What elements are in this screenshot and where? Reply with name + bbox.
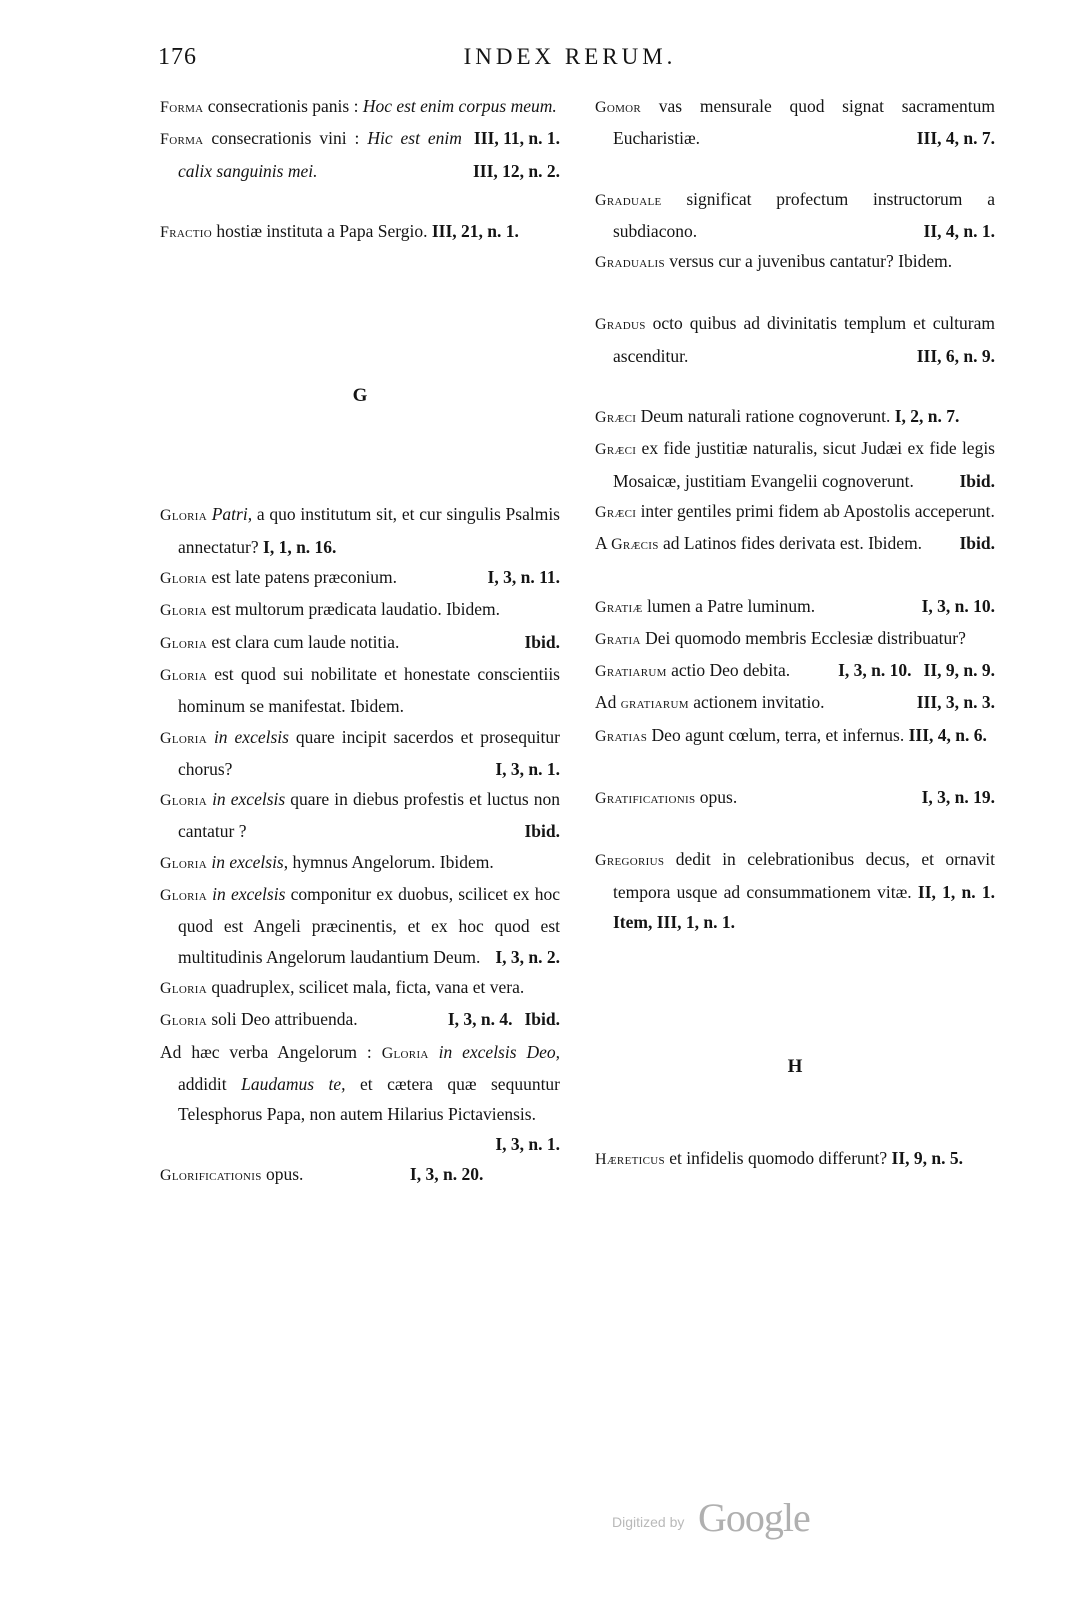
entry-reference: II, 4, n. 1. [923,220,995,241]
entry-text: octo quibus ad divinitatis templum et culturam ascenditur. [613,313,995,366]
entry-reference: Ibidem. [868,533,923,554]
entry-text: ad Latinos fides derivata est. [658,533,864,554]
entry-reference: I, 3, n. 10. [921,595,995,616]
entry-italic: Laudamus te, [241,1073,346,1094]
entry-text: consecrationis panis : [203,96,363,116]
headword: Gratificationis [595,790,696,808]
index-entry [160,847,560,879]
headword: Gloria [160,792,207,810]
headword: Græci [595,409,637,427]
index-entry [595,433,995,496]
entry-text: lumen a Patre luminum. [642,595,816,616]
entry-reference: Ibid. [959,470,995,491]
entry-reference: I, 3, n. 11. [487,567,560,588]
headword: Græcis [611,536,659,554]
entry-reference: I, 3, n. 10. [838,660,912,681]
entry-italic: Hoc est enim corpus meum. [362,96,557,116]
index-entry [160,562,560,594]
entry-text: Deum naturali ratione cognoverunt. [636,406,891,427]
index-entry [160,499,560,562]
headword: Forma [160,99,204,116]
entry-reference: II, 9, n. 5. [891,1147,964,1168]
index-entry [595,720,995,752]
entry-text: hostiæ instituta a Papa Sergio. [211,220,428,241]
index-entry [595,844,995,937]
entry-text: et infidelis quomodo differunt? [664,1147,888,1168]
headword: Gloria [160,1012,207,1030]
index-entry [160,722,560,785]
headword: Fractio [160,223,212,241]
index-entry [160,659,560,722]
entry-reference: I, 2, n. 7. [894,406,960,427]
entry-reference: I, 3, n. 1. [495,1134,560,1155]
index-column-right [595,91,995,1175]
headword: Gloria [160,887,207,905]
headword: Gratiæ [595,598,643,616]
index-entry [595,401,995,433]
section-letter-g: G [352,385,368,407]
headword: Græci [595,441,637,459]
entry-text: a quo institutum sit, et cur singulis Psalmis annectatur? [178,504,560,557]
headword: Hæreticus [595,1150,665,1168]
index-entry [595,591,995,623]
entry-reference: III, 3, n. 3. [916,692,995,713]
entry-reference: II, 9, n. 9. [923,660,995,681]
entry-text: vas mensurale quod signat sacramentum Eucharistiæ. [613,96,995,149]
entry-reference: Ibid. [524,821,560,842]
headword: gratiarum [620,695,689,713]
entry-italic: in excelsis [206,726,289,747]
entry-text: quare incipit sacerdos et prosequitur chorus? [178,726,560,779]
entry-reference: I, 3, n. 2. [495,946,560,967]
entry-text: Ad hæc verba Angelorum : [160,1041,382,1062]
entry-text: A [595,533,612,554]
headword: Gloria [160,666,207,684]
entry-text: quadruplex, scilicet mala, ficta, vana et vera. [206,976,525,997]
entry-reference: I, 3, n. 19. [921,787,995,808]
entry-reference: III, 11, n. 1. [473,128,560,149]
entry-text: Deo agunt cœlum, terra, et infernus. [647,724,905,745]
index-entry [595,246,995,278]
entry-text: Dei quomodo membris Ecclesiæ distribuatur? [640,627,966,648]
index-entry [595,184,995,247]
entry-text: est multorum prædicata laudatio. [206,599,442,620]
headword: Gloria [160,507,207,525]
entry-reference: Ibidem. [350,696,405,717]
google-watermark-logo: Google [698,1495,810,1540]
index-entry [595,687,995,719]
headword: Gratia [595,630,641,648]
headword: Gregorius [595,852,665,870]
digitized-by-label: Digitized by [612,1514,685,1530]
index-entry [595,91,995,154]
entry-text: dedit in celebrationibus decus, et ornavit tempora usque ad consummationem vitæ. [613,849,995,902]
index-entry [160,627,560,659]
section-letter-h: H [787,1056,803,1078]
entry-text: significat profectum instructorum a subdiacono. [613,188,995,241]
index-entry [595,308,995,371]
entry-italic: in excelsis [206,851,284,872]
entry-reference: III, 12, n. 2. [472,160,560,181]
entry-text: componitur ex duobus, scilicet ex hoc quod est Angeli præcinentis, et ex hoc quod est multitudinis Angelorum laudantium Deum. [178,884,560,967]
entry-reference: III, 4, n. 7. [916,128,995,149]
index-entry [595,528,995,560]
headword: Gradus [595,316,646,334]
entry-text: opus. [261,1164,304,1185]
index-entry [160,1037,561,1155]
page-number: 176 [158,44,197,70]
entry-italic: Patri, [206,504,253,525]
headword: Gloria [160,979,207,997]
entry-italic: in excelsis Deo, [428,1041,560,1062]
headword: Gloria [160,729,207,747]
entry-reference: III, 6, n. 9. [916,345,995,366]
entry-text: quare in diebus profestis et luctus non cantatur ? [178,789,560,842]
entry-reference: Ibid. [524,631,560,652]
entry-text: soli Deo attribuenda. [206,1009,358,1030]
headword: Graduale [595,191,662,209]
index-entry [160,216,560,248]
entry-italic: in excelsis [206,789,286,810]
entry-reference: I, 3, n. 20. [409,1164,484,1185]
entry-text: , hymnus Angelorum. [283,851,436,872]
headword: Gradualis [595,254,665,272]
entry-text: actio Deo debita. [666,660,791,681]
entry-italic: in excelsis [206,884,286,905]
running-head: INDEX RERUM. [463,44,677,69]
entry-reference: II, 1, n. 1. Item, III, 1, n. 1. [613,881,995,932]
index-column-left [160,91,560,1192]
entry-text: ex fide justitiæ naturalis, sicut Judæi ex fide legis Mosaicæ, justitiam Evangelii cognoverunt. [613,438,995,491]
headword: Gloria [381,1044,429,1062]
headword: Forma [160,131,204,149]
entry-italic: Hic est enim calix sanguinis mei. [178,128,462,181]
entry-reference: Ibidem. [446,599,501,620]
entry-reference: Ibid. [959,533,995,554]
headword: Græci [595,503,637,521]
entry-reference: Ibid. [524,1009,560,1030]
entry-text: et cætera quæ sequuntur Telesphorus Papa, non autem Hilarius Pictaviensis. [178,1073,561,1125]
headword: Gloria [160,570,207,588]
entry-reference: III, 4, n. 6. [908,724,987,745]
entry-text: inter gentiles primi fidem ab Apostolis acceperunt. [636,500,995,521]
entry-text: est late patens præconium. [206,567,397,588]
headword: Gloria [160,634,207,652]
index-entry [595,782,995,814]
entry-text: consecrationis vini : [203,128,368,149]
headword: Glorificationis [160,1167,262,1185]
index-entry [160,1004,560,1036]
entry-reference: I, 1, n. 16. [263,536,337,557]
headword: Gomor [595,99,642,116]
headword: Gloria [160,602,207,620]
index-entry [595,1143,995,1175]
entry-reference: I, 3, n. 1. [495,758,560,779]
headword: Gratiarum [595,663,667,681]
index-entry [160,1159,560,1191]
headword: Gloria [160,854,207,872]
entry-reference: Ibidem. [898,251,953,272]
entry-text: est quod sui nobilitate et honestate conscientiis hominum se manifestat. [178,663,560,717]
index-entry [160,594,560,626]
entry-text: addidit [178,1073,242,1094]
entry-text: est clara cum laude notitia. [206,631,400,652]
entry-reference: Ibidem. [439,851,494,872]
entry-text: versus cur a juvenibus cantatur? [664,251,894,272]
headword: Gratias [595,727,648,745]
index-entry [160,784,560,847]
index-entry [160,879,560,972]
entry-reference: I, 3, n. 4. [447,1009,513,1030]
entry-text: actionem invitatio. [688,692,825,713]
entry-reference: III, 21, n. 1. [431,220,519,241]
entry-text: opus. [695,787,738,808]
entry-text: Ad [595,692,621,713]
